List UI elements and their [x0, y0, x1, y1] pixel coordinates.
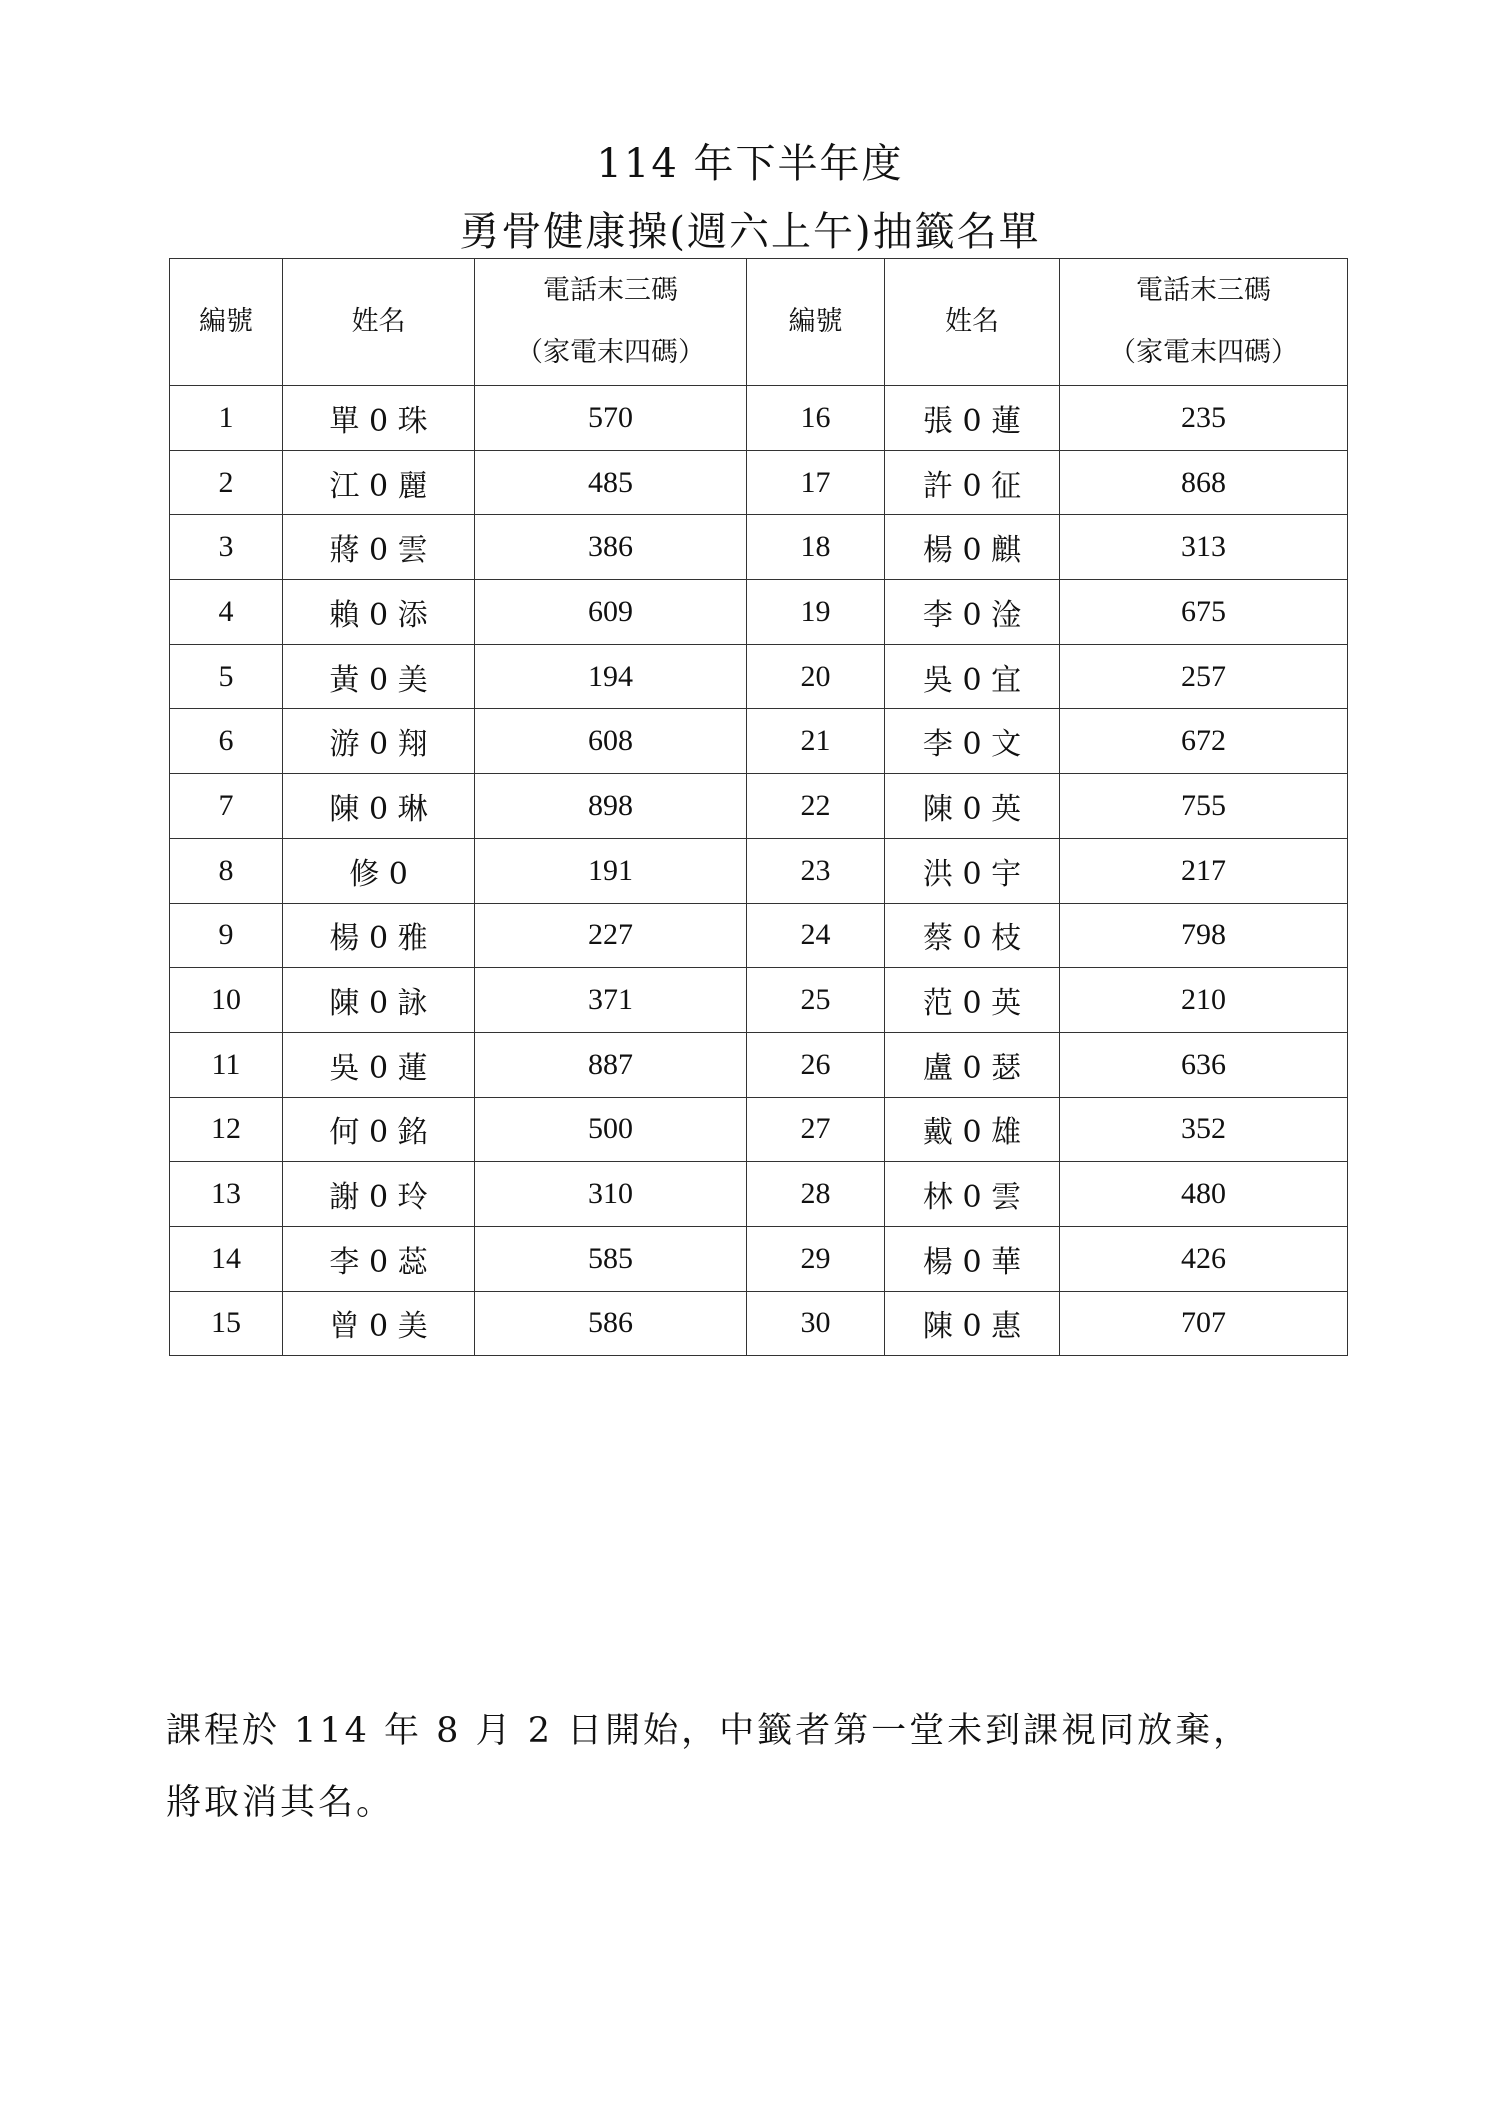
cell-name: 李 0 蕊: [283, 1226, 475, 1291]
cell-phone-digits: 480: [1060, 1162, 1348, 1227]
cell-phone-digits: 586: [475, 1291, 747, 1356]
header-phone-line1: 電話末三碼: [543, 275, 678, 306]
table-row: [170, 774, 1348, 839]
cell-name: 陳 0 琳: [283, 774, 475, 839]
table-row: [170, 838, 1348, 903]
header-name-left: 姓名: [283, 259, 475, 386]
lottery-results-table: [169, 258, 1348, 1356]
header-phone-line2: （家電末四碼）: [1109, 337, 1298, 368]
cell-phone-digits: 500: [475, 1097, 747, 1162]
cell-name: 吳 0 蓮: [283, 1032, 475, 1097]
cell-name: 游 0 翔: [283, 709, 475, 774]
cell-number: 13: [170, 1162, 283, 1227]
table-row: [170, 1097, 1348, 1162]
cell-phone-digits: 868: [1060, 450, 1348, 515]
cell-name: 單 0 珠: [283, 386, 475, 451]
table-body: [170, 386, 1348, 1356]
cell-phone-digits: 675: [1060, 580, 1348, 645]
cell-number: 4: [170, 580, 283, 645]
header-phone-line2: （家電末四碼）: [516, 337, 705, 368]
cell-number: 15: [170, 1291, 283, 1356]
header-number-right: 編號: [747, 259, 885, 386]
cell-phone-digits: 570: [475, 386, 747, 451]
cell-number: 16: [747, 386, 885, 451]
table-row: [170, 386, 1348, 451]
cell-number: 14: [170, 1226, 283, 1291]
cell-phone-digits: 707: [1060, 1291, 1348, 1356]
cell-name: 楊 0 華: [885, 1226, 1060, 1291]
cell-name: 李 0 文: [885, 709, 1060, 774]
cell-phone-digits: 235: [1060, 386, 1348, 451]
header-name-right: 姓名: [885, 259, 1060, 386]
cell-name: 陳 0 詠: [283, 968, 475, 1033]
cell-name: 江 0 麗: [283, 450, 475, 515]
cell-phone-digits: 191: [475, 838, 747, 903]
header-phone-right: [1060, 259, 1348, 386]
header-phone-left: [475, 259, 747, 386]
cell-name: 范 0 英: [885, 968, 1060, 1033]
cell-number: 24: [747, 903, 885, 968]
cell-name: 賴 0 添: [283, 580, 475, 645]
cell-name: 張 0 蓮: [885, 386, 1060, 451]
cell-number: 20: [747, 644, 885, 709]
cell-name: 洪 0 宇: [885, 838, 1060, 903]
cell-name: 林 0 雲: [885, 1162, 1060, 1227]
cell-number: 23: [747, 838, 885, 903]
cell-phone-digits: 426: [1060, 1226, 1348, 1291]
cell-name: 李 0 淦: [885, 580, 1060, 645]
cell-name: 盧 0 瑟: [885, 1032, 1060, 1097]
course-notice: [166, 1695, 1346, 1839]
table-row: [170, 903, 1348, 968]
cell-name: 陳 0 英: [885, 774, 1060, 839]
table-row: [170, 709, 1348, 774]
cell-name: 修 0: [283, 838, 475, 903]
cell-number: 18: [747, 515, 885, 580]
title-list-name: 勇骨健康操(週六上午)抽籤名單: [459, 209, 1041, 255]
cell-number: 17: [747, 450, 885, 515]
cell-phone-digits: 210: [1060, 968, 1348, 1033]
table-row: [170, 1032, 1348, 1097]
cell-number: 19: [747, 580, 885, 645]
cell-name: 何 0 銘: [283, 1097, 475, 1162]
cell-phone-digits: 371: [475, 968, 747, 1033]
cell-phone-digits: 608: [475, 709, 747, 774]
cell-name: 黃 0 美: [283, 644, 475, 709]
cell-number: 27: [747, 1097, 885, 1162]
cell-phone-digits: 313: [1060, 515, 1348, 580]
cell-phone-digits: 898: [475, 774, 747, 839]
cell-number: 29: [747, 1226, 885, 1291]
table-row: [170, 580, 1348, 645]
table-row: [170, 515, 1348, 580]
cell-phone-digits: 755: [1060, 774, 1348, 839]
cell-number: 26: [747, 1032, 885, 1097]
cell-name: 吳 0 宜: [885, 644, 1060, 709]
cell-number: 2: [170, 450, 283, 515]
cell-number: 5: [170, 644, 283, 709]
table-row: [170, 644, 1348, 709]
cell-number: 8: [170, 838, 283, 903]
cell-number: 25: [747, 968, 885, 1033]
cell-phone-digits: 887: [475, 1032, 747, 1097]
cell-number: 22: [747, 774, 885, 839]
cell-name: 戴 0 雄: [885, 1097, 1060, 1162]
cell-name: 楊 0 雅: [283, 903, 475, 968]
cell-number: 9: [170, 903, 283, 968]
cell-name: 陳 0 惠: [885, 1291, 1060, 1356]
cell-number: 3: [170, 515, 283, 580]
header-number-left: 編號: [170, 259, 283, 386]
cell-number: 11: [170, 1032, 283, 1097]
cell-name: 謝 0 玲: [283, 1162, 475, 1227]
cell-phone-digits: 485: [475, 450, 747, 515]
cell-name: 蔡 0 枝: [885, 903, 1060, 968]
cell-number: 30: [747, 1291, 885, 1356]
table-row: [170, 1162, 1348, 1227]
cell-phone-digits: 352: [1060, 1097, 1348, 1162]
cell-phone-digits: 194: [475, 644, 747, 709]
cell-phone-digits: 227: [475, 903, 747, 968]
cell-number: 10: [170, 968, 283, 1033]
cell-phone-digits: 386: [475, 515, 747, 580]
cell-phone-digits: 585: [475, 1226, 747, 1291]
notice-line-2: 將取消其名。: [166, 1783, 395, 1823]
cell-number: 1: [170, 386, 283, 451]
cell-phone-digits: 310: [475, 1162, 747, 1227]
cell-number: 28: [747, 1162, 885, 1227]
cell-name: 許 0 征: [885, 450, 1060, 515]
cell-name: 曾 0 美: [283, 1291, 475, 1356]
table-row: [170, 1226, 1348, 1291]
notice-line-1: 課程於 114 年 8 月 2 日開始，中籤者第一堂未到課視同放棄，: [166, 1711, 1252, 1751]
cell-name: 楊 0 麒: [885, 515, 1060, 580]
cell-phone-digits: 672: [1060, 709, 1348, 774]
header-phone-line1: 電話末三碼: [1136, 275, 1271, 306]
cell-name: 蔣 0 雲: [283, 515, 475, 580]
cell-number: 12: [170, 1097, 283, 1162]
document-title: [0, 130, 1500, 266]
table-row: [170, 1291, 1348, 1356]
table-row: [170, 968, 1348, 1033]
cell-phone-digits: 217: [1060, 838, 1348, 903]
cell-phone-digits: 609: [475, 580, 747, 645]
cell-phone-digits: 257: [1060, 644, 1348, 709]
table-row: [170, 450, 1348, 515]
cell-number: 7: [170, 774, 283, 839]
cell-number: 21: [747, 709, 885, 774]
cell-phone-digits: 636: [1060, 1032, 1348, 1097]
cell-phone-digits: 798: [1060, 903, 1348, 968]
title-year-term: 114 年下半年度: [596, 141, 904, 187]
cell-number: 6: [170, 709, 283, 774]
table-header-row: [170, 259, 1348, 386]
